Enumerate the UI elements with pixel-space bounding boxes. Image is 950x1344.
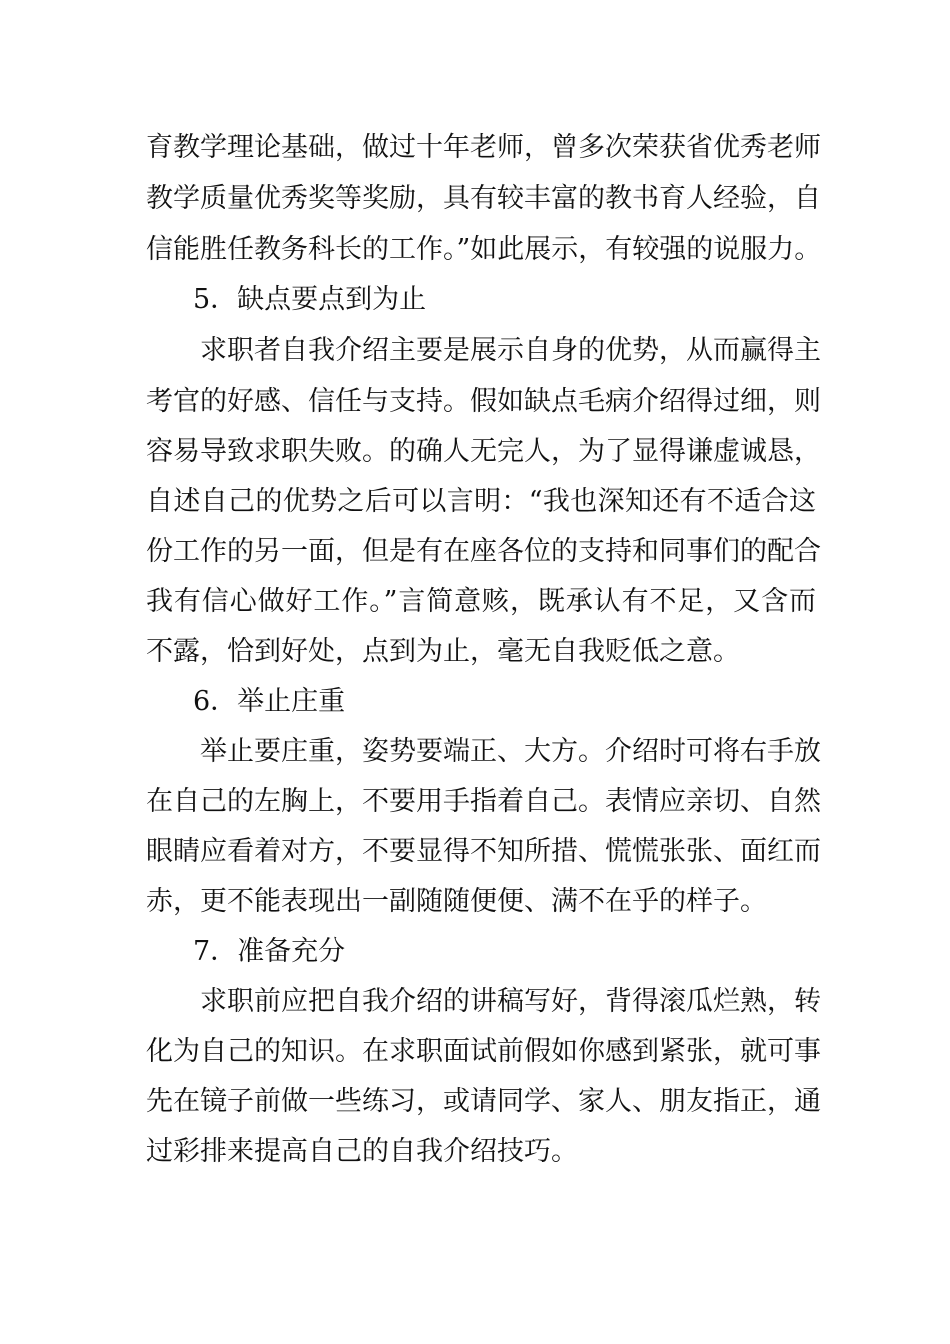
text-line: 眼睛应看着对方，不要显得不知所措、慌慌张张、面红而 (146, 836, 821, 867)
text-line: 我有信心做好工作。”言简意赅，既承认有不足，又含而 (146, 586, 816, 617)
section-heading: 6．举止庄重 (193, 686, 346, 717)
text-line: 容易导致求职失败。的确人无完人，为了显得谦虚诚恳， (146, 436, 821, 467)
text-line: 自述自己的优势之后可以言明：“我也深知还有不适合这 (146, 486, 816, 517)
text-line: 在自己的左胸上，不要用手指着自己。表情应亲切、自然 (146, 786, 821, 817)
text-line: 份工作的另一面，但是有在座各位的支持和同事们的配合 (146, 536, 821, 567)
text-line: 求职前应把自我介绍的讲稿写好，背得滚瓜烂熟，转 (200, 986, 821, 1017)
text-line: 不露，恰到好处，点到为止，毫无自我贬低之意。 (146, 636, 740, 667)
section-heading: 5．缺点要点到为止 (193, 284, 427, 315)
text-line: 求职者自我介绍主要是展示自身的优势，从而赢得主 (200, 335, 821, 366)
text-line: 考官的好感、信任与支持。假如缺点毛病介绍得过细，则 (146, 386, 821, 417)
text-line: 教学质量优秀奖等奖励，具有较丰富的教书育人经验，自 (146, 183, 821, 214)
text-line: 育教学理论基础，做过十年老师，曾多次荣获省优秀老师 (146, 132, 821, 163)
text-line: 化为自己的知识。在求职面试前假如你感到紧张，就可事 (146, 1036, 821, 1067)
text-line: 举止要庄重，姿势要端正、大方。介绍时可将右手放 (200, 736, 821, 767)
text-line: 赤，更不能表现出一副随随便便、满不在乎的样子。 (146, 886, 767, 917)
text-line: 过彩排来提高自己的自我介绍技巧。 (146, 1136, 578, 1167)
text-line: 先在镜子前做一些练习，或请同学、家人、朋友指正，通 (146, 1086, 821, 1117)
section-heading: 7．准备充分 (193, 936, 346, 967)
text-line: 信能胜任教务科长的工作。”如此展示，有较强的说服力。 (146, 234, 822, 265)
